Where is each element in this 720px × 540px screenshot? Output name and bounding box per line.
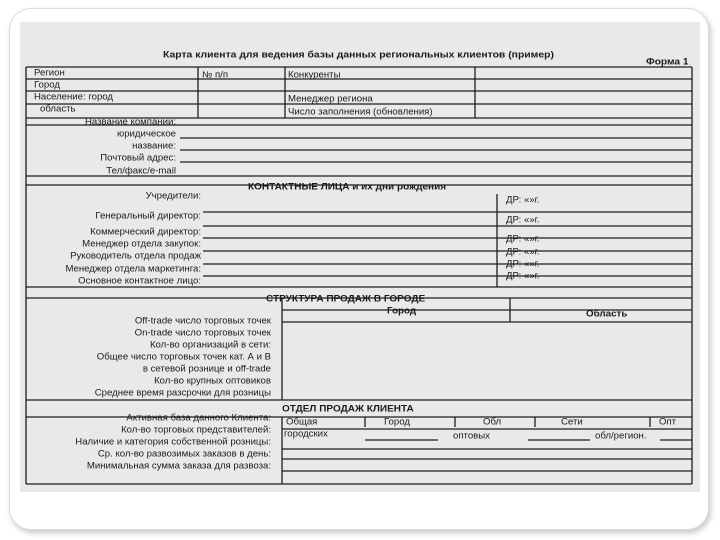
label-total-ab-retail: в сетевой рознице и off-trade [142, 364, 271, 375]
birthday-label: ДР: «»г. [506, 234, 540, 245]
label-networks: Кол-во организаций в сети: [149, 340, 271, 351]
label-contacts: Тел/факс/e-mail [106, 166, 176, 177]
label-delivery-time: Среднее время разсрочки для розницы [94, 388, 271, 399]
label-offtrade: Off-trade число торговых точек [134, 316, 271, 327]
form-number: Форма 1 [646, 57, 689, 68]
label-wholesalers: Кол-во крупных оптовиков [154, 376, 271, 387]
birthday-label: ДР: «»г. [506, 247, 540, 258]
label-ontrade: On-trade число торговых точек [134, 328, 271, 339]
label-min-order: Минимальная сумма заказа для развоза: [86, 461, 271, 472]
label-avg-orders: Ср. кол-во развозимых заказов в день: [97, 449, 271, 460]
label-region: Регион [34, 68, 65, 79]
form-title: Карта клиента для ведения базы данных региональных клиентов (пример) [163, 50, 554, 61]
label-company-legal: юридическое [117, 129, 176, 140]
label-sales-reps: Кол-во торговых представителей: [121, 425, 271, 436]
label-wholesale-count: оптовых [453, 431, 490, 442]
label-commercial-director: Коммерческий директор: [90, 227, 201, 238]
option-total: Общая [286, 417, 318, 428]
label-marketing-manager: Менеджер отдела маркетинга: [65, 264, 201, 275]
option-networks: Сети [561, 417, 583, 428]
label-city-count: городских [284, 429, 328, 440]
label-fill-date: Число заполнения (обновления) [288, 107, 433, 118]
label-postal-address: Почтовый адрес: [100, 153, 176, 164]
option-city: Город [384, 417, 410, 428]
header-sales-structure: СТРУКТУРА ПРОДАЖ В ГОРОДЕ [266, 294, 426, 305]
label-city: Город [34, 80, 60, 91]
label-oblast-region-count: обл/регион. [595, 431, 647, 442]
client-card-scan [20, 22, 700, 492]
label-active-base: Активная база данного Клиента: [126, 413, 271, 424]
label-total-ab: Общее число торговых точек кат. А и В [96, 352, 271, 363]
option-oblast: Обл [483, 417, 502, 428]
birthday-label: ДР: «»г. [506, 259, 540, 270]
header-contact-persons: КОНТАКТНЫЕ ЛИЦА и их дни рождения [248, 182, 447, 193]
header-sales-department: ОТДЕЛ ПРОДАЖ КЛИЕНТА [282, 404, 414, 415]
label-company-legal-name: название: [132, 141, 176, 152]
label-sales-head: Руководитель отдела продаж [70, 251, 201, 262]
birthday-label: ДР: «»г. [506, 195, 540, 206]
label-competitors: Конкуренты [288, 70, 341, 81]
label-region-manager: Менеджер региона [288, 94, 373, 105]
label-population-region: область [40, 104, 76, 115]
label-own-retail: Наличие и категория собственной розницы: [75, 437, 271, 448]
option-wholesale: Опт [659, 417, 677, 428]
label-main-contact: Основное контактное лицо: [78, 276, 201, 287]
label-founders: Учредители: [145, 191, 201, 202]
birthday-label: ДР: «»г. [506, 271, 540, 282]
birthday-label: ДР: «»г. [506, 215, 540, 226]
label-purchasing-manager: Менеджер отдела закупок: [82, 239, 201, 250]
column-city: Город [387, 306, 417, 317]
label-general-director: Генеральный директор: [95, 211, 201, 222]
column-region: Область [586, 309, 628, 320]
label-number: № п/п [202, 70, 229, 81]
label-population-city: Население: город [34, 92, 114, 103]
label-company-name: Название компании: [85, 117, 176, 128]
